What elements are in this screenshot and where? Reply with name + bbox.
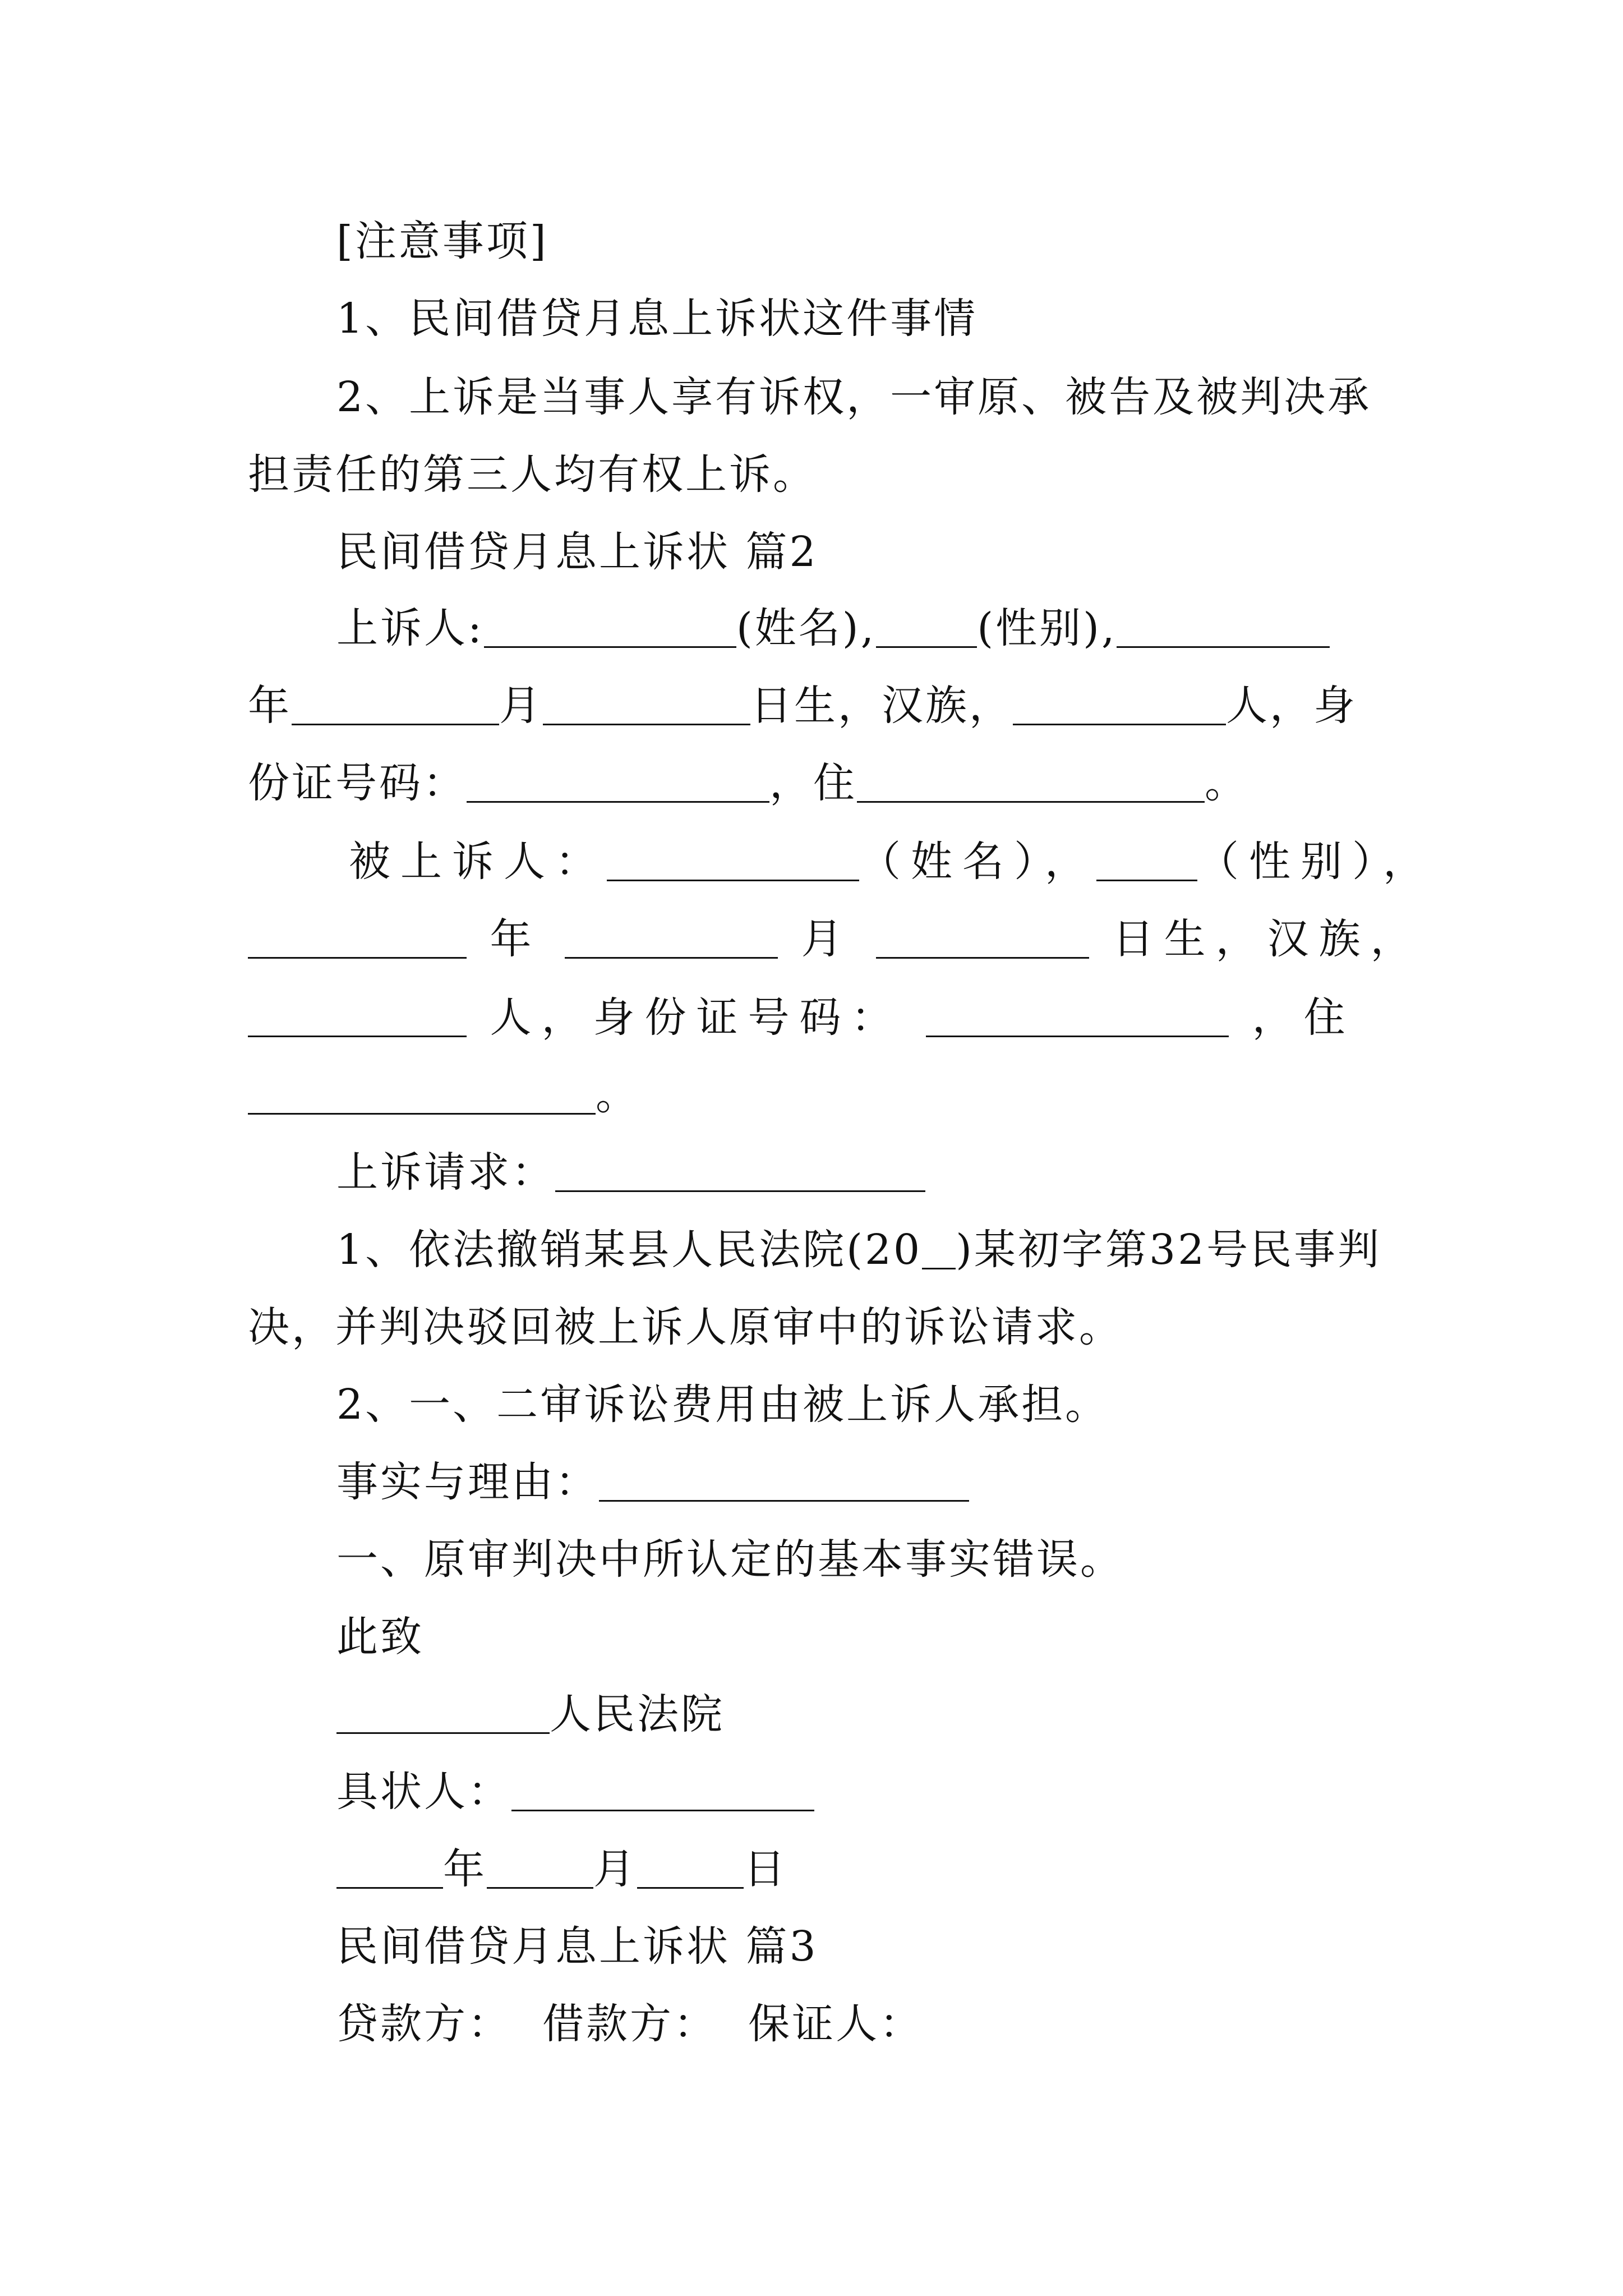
appellee-month-blank xyxy=(565,957,778,959)
appellee-line-4 xyxy=(248,1068,639,1122)
notice-title: [注意事项] xyxy=(336,217,548,265)
section-heading-2: 民间借贷月息上诉状 篇2 xyxy=(336,528,818,576)
birth-year-blank xyxy=(1117,646,1330,648)
appellant-line-2 xyxy=(248,679,1357,733)
id-label: 份证号码： xyxy=(248,759,467,807)
request-1-part-b: )某初字第32号民事判 xyxy=(956,1226,1382,1274)
appellee-sex-tag: （性别）， xyxy=(1197,838,1435,886)
name-blank xyxy=(484,646,736,648)
birth-month-blank xyxy=(292,724,499,725)
appellee-sex-blank xyxy=(1096,880,1197,881)
facts-line xyxy=(336,1455,969,1509)
date-day-blank xyxy=(637,1887,744,1889)
month-char: 月 xyxy=(499,682,543,730)
born-ethnic: 日生，汉族， xyxy=(750,682,1013,730)
appellant-line-1 xyxy=(336,601,1330,655)
comma-live: ，住 xyxy=(769,759,857,807)
appellant-line-3 xyxy=(248,756,1248,810)
appellee-name-blank xyxy=(607,880,859,881)
sex-tag: (性别), xyxy=(977,604,1117,652)
year-char: 年 xyxy=(248,682,292,730)
signer-blank xyxy=(511,1810,814,1811)
date-month-char: 月 xyxy=(593,1845,637,1893)
appellee-period: 。 xyxy=(596,1071,639,1119)
birth-day-blank xyxy=(543,724,750,725)
appellant-label: 上诉人: xyxy=(336,604,484,652)
date-year-blank xyxy=(336,1887,443,1889)
person-id-prefix: 人，身 xyxy=(1226,682,1357,730)
date-year-char: 年 xyxy=(443,1845,487,1893)
request-1-part-a: 1、依法撤销某县人民法院(20 xyxy=(336,1226,923,1274)
address-blank xyxy=(857,801,1205,803)
signer-line xyxy=(336,1765,814,1819)
request-blank xyxy=(555,1190,925,1192)
appellee-name-tag: （姓名）， xyxy=(859,838,1096,886)
request-item-1-line-1 xyxy=(336,1223,1381,1277)
appellee-year-blank xyxy=(248,957,467,959)
appellee-line-2 xyxy=(248,912,1422,966)
sex-blank xyxy=(876,646,977,648)
date-month-blank xyxy=(487,1887,593,1889)
request-line xyxy=(336,1145,925,1199)
appellee-line-1 xyxy=(349,835,1435,889)
appellee-day-blank xyxy=(876,957,1089,959)
court-blank xyxy=(336,1732,550,1734)
court-name: 人民法院 xyxy=(550,1690,725,1738)
court-line xyxy=(336,1687,725,1741)
notice-item-2-line-1: 2、上诉是当事人享有诉权，一审原、被告及被判决承 xyxy=(336,373,1372,421)
appellee-year-char: 年 xyxy=(490,915,542,963)
appellee-month-char: 月 xyxy=(801,915,853,963)
signer-label: 具状人： xyxy=(336,1768,511,1816)
date-day-char: 日 xyxy=(744,1845,787,1893)
appellee-origin-blank xyxy=(248,1036,467,1037)
section-heading-3: 民间借贷月息上诉状 篇3 xyxy=(336,1922,818,1971)
request-label: 上诉请求： xyxy=(336,1148,555,1197)
request-item-2: 2、一、二审诉讼费用由被上诉人承担。 xyxy=(336,1381,1109,1429)
appellee-born: 日生，汉族， xyxy=(1112,915,1422,963)
facts-blank xyxy=(599,1500,969,1502)
appellee-label: 被上诉人： xyxy=(349,838,607,886)
date-line xyxy=(336,1842,787,1896)
appellee-live: ，住 xyxy=(1252,993,1355,1042)
facts-label: 事实与理由： xyxy=(336,1458,599,1506)
appellee-id-blank xyxy=(926,1036,1229,1037)
appellee-line-3 xyxy=(248,991,1355,1045)
parties-line: 贷款方： 借款方： 保证人： xyxy=(336,2000,924,2048)
facts-item-1: 一、原审判决中所认定的基本事实错误。 xyxy=(336,1535,1124,1584)
request-item-1-line-2: 决，并判决驳回被上诉人原审中的诉讼请求。 xyxy=(248,1303,1123,1351)
origin-blank xyxy=(1013,724,1226,725)
notice-item-2-line-2: 担责任的第三人均有权上诉。 xyxy=(248,450,817,499)
period: 。 xyxy=(1205,759,1248,807)
salute: 此致 xyxy=(336,1613,424,1661)
appellee-person: 人，身份证号码： xyxy=(490,993,903,1042)
appellee-address-blank xyxy=(248,1113,596,1115)
notice-item-1: 1、民间借贷月息上诉状这件事情 xyxy=(336,295,978,343)
case-year-blank xyxy=(922,1268,956,1269)
name-tag: (姓名), xyxy=(736,604,877,652)
id-number-blank xyxy=(467,801,769,803)
